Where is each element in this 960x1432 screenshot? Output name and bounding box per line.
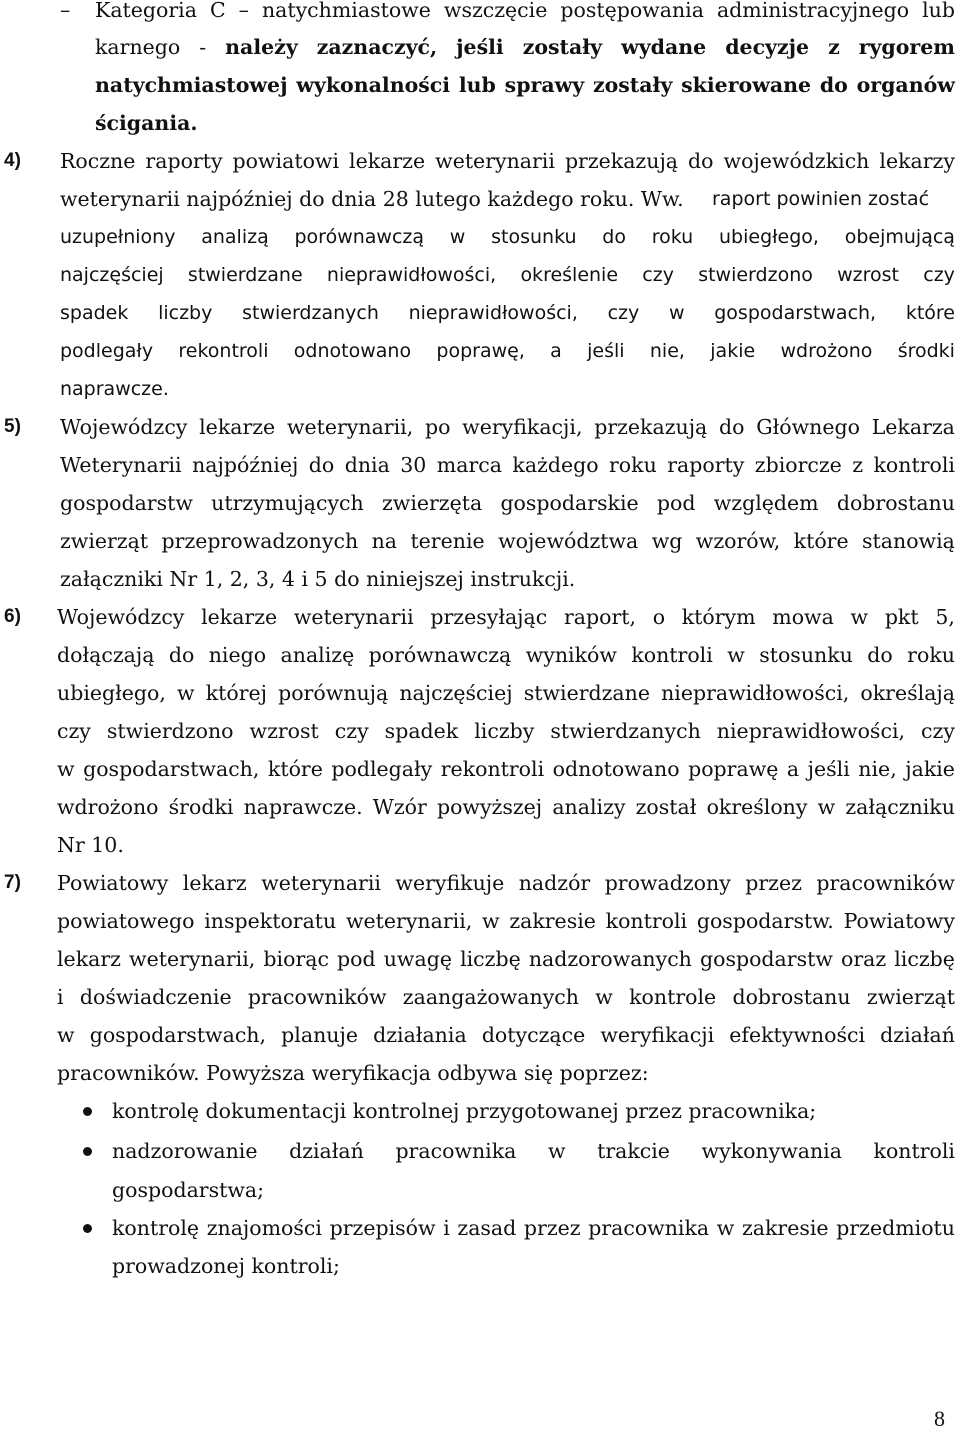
word: efektywności	[729, 1023, 866, 1047]
word: naprawcze.	[243, 795, 363, 819]
word: wojewódzkich	[723, 149, 870, 173]
word: stosunku	[491, 226, 577, 248]
word: stanowią	[862, 529, 955, 553]
word: względem	[713, 491, 819, 515]
word: do	[688, 149, 714, 173]
word: pod	[656, 491, 696, 515]
word: województwa	[498, 529, 639, 553]
word: terenie	[410, 529, 485, 553]
word: raporty	[145, 149, 223, 173]
word: obejmującą	[844, 226, 955, 248]
text-line: załączniki Nr 1, 2, 3, 4 i 5 do niniejszej instrukcji.	[60, 567, 576, 591]
word: stwierdzanych	[550, 719, 701, 743]
word: którym	[681, 605, 756, 629]
word: działania	[373, 1023, 467, 1047]
word: czy	[334, 719, 369, 743]
item-number: 5)	[4, 416, 21, 437]
text-line	[57, 643, 955, 667]
word: w	[177, 681, 195, 705]
word: stwierdzane	[523, 681, 650, 705]
word: kontrole	[629, 985, 717, 1009]
word: odnotowano	[293, 340, 412, 362]
word: jeśli	[807, 757, 850, 781]
word: lekarze	[201, 605, 278, 629]
word: planuje	[281, 1023, 358, 1047]
word: liczby	[474, 719, 535, 743]
text-line: Nr 10.	[57, 833, 124, 857]
text-line	[57, 681, 955, 705]
word: nie,	[858, 757, 897, 781]
word: oraz	[840, 947, 887, 971]
word: gospodarstw	[60, 491, 193, 515]
word: weterynarii	[261, 871, 381, 895]
word: do	[819, 73, 848, 97]
word: w	[716, 1216, 735, 1240]
word: spadek	[384, 719, 459, 743]
word: wszczęcie	[443, 0, 548, 22]
word: przez	[745, 871, 802, 895]
word: wzorów,	[695, 529, 781, 553]
word: gospodarstwach,	[714, 302, 877, 324]
text-line	[95, 35, 955, 59]
text-line	[57, 605, 955, 629]
word: najpóźniej	[192, 453, 299, 477]
word: został	[635, 795, 697, 819]
word: trakcie	[597, 1139, 670, 1163]
word: lekarz	[57, 947, 121, 971]
word: której	[205, 681, 267, 705]
word: weterynarii,	[345, 909, 473, 933]
word: jeśli	[587, 340, 625, 362]
word: lekarze	[199, 415, 276, 439]
word: weterynarii,	[286, 415, 414, 439]
text-line	[57, 795, 955, 819]
word: nadzór	[518, 871, 591, 895]
word: lekarze	[349, 149, 426, 173]
word: Kategoria	[95, 0, 197, 22]
dash-marker: –	[60, 0, 71, 22]
text-line	[57, 909, 955, 933]
word: które	[267, 757, 323, 781]
word: kontroli	[605, 909, 688, 933]
word: w	[817, 795, 836, 819]
item-number: 7)	[4, 872, 21, 893]
text-line	[57, 757, 955, 781]
text-line	[60, 263, 955, 287]
text-line	[95, 73, 955, 97]
word: rygorem	[858, 35, 955, 59]
word: Roczne	[60, 149, 136, 173]
word: mowa	[772, 605, 834, 629]
word: lekarz	[182, 871, 247, 895]
word: Głównego	[756, 415, 860, 439]
page-number: 8	[934, 1406, 945, 1431]
word: w	[449, 226, 466, 248]
word: decyzje	[725, 35, 810, 59]
word: wykonywania	[701, 1139, 842, 1163]
word: w	[850, 605, 869, 629]
word: rekontroli	[178, 340, 269, 362]
item-number: 4)	[4, 150, 21, 171]
word: gospodarstw	[699, 947, 833, 971]
word: liczbę	[460, 947, 521, 971]
word: ubiegłego,	[719, 226, 819, 248]
word: Wojewódzcy	[60, 415, 188, 439]
word: nadzorowanie	[112, 1139, 258, 1163]
word: każdego	[512, 453, 599, 477]
word: zasad	[457, 1216, 517, 1240]
word: nieprawidłowości,	[408, 302, 578, 324]
word: określają	[860, 681, 955, 705]
word: działań	[289, 1139, 364, 1163]
word: jeśli	[456, 35, 504, 59]
bullet-marker	[83, 1224, 92, 1233]
word: skierowane	[681, 73, 812, 97]
word: do	[308, 453, 335, 477]
word: do	[719, 415, 745, 439]
word: gospodarstwach,	[89, 1023, 267, 1047]
word: do	[168, 643, 195, 667]
text-line	[60, 453, 955, 477]
word: roku	[651, 226, 694, 248]
word: kontroli	[631, 643, 713, 667]
text-line: pracowników. Powyższa weryfikacja odbywa się poprzez:	[57, 1061, 649, 1085]
word: w	[668, 302, 685, 324]
word: po	[424, 415, 451, 439]
word: Weterynarii	[60, 453, 182, 477]
word: w	[595, 985, 613, 1009]
word: najczęściej	[60, 264, 164, 286]
word: weryfikuje	[395, 871, 505, 895]
bullet-marker	[83, 1107, 92, 1116]
word: weterynarii	[293, 605, 414, 629]
word: wzrost	[837, 264, 900, 286]
word: stosunku	[759, 643, 853, 667]
word: w	[57, 757, 75, 781]
word: zostały	[592, 73, 673, 97]
word: natychmiastowe	[261, 0, 431, 22]
word: do	[867, 643, 893, 667]
word: i	[443, 1216, 450, 1240]
word: odnotowano	[552, 757, 680, 781]
word: porównawczą	[294, 226, 425, 248]
word: marca	[436, 453, 502, 477]
word: o	[652, 605, 666, 629]
word: analizy	[552, 795, 626, 819]
word: z	[828, 35, 840, 59]
word: a	[550, 340, 562, 362]
word: Wojewódzcy	[57, 605, 185, 629]
word: zbiorcze	[754, 453, 842, 477]
word: raporty	[667, 453, 745, 477]
bullet-marker	[83, 1147, 92, 1156]
text-line	[95, 0, 955, 22]
text-line: prowadzonej kontroli;	[112, 1254, 340, 1278]
word: z	[852, 453, 864, 477]
word: przepisów	[329, 1216, 436, 1240]
word: zakresie	[509, 909, 596, 933]
word: lub	[458, 73, 496, 97]
word: sprawy	[504, 73, 585, 97]
word: poprawę,	[436, 340, 525, 362]
word: czy	[642, 264, 674, 286]
word: -	[199, 35, 207, 59]
word: czy	[921, 719, 955, 743]
word: raport,	[563, 605, 636, 629]
word: wdrożono	[57, 795, 159, 819]
text-line: gospodarstwa;	[112, 1178, 265, 1202]
word: rekontroli	[440, 757, 545, 781]
word: stwierdzono	[106, 719, 234, 743]
word: –	[238, 0, 249, 22]
word: porównują	[278, 681, 389, 705]
word: działań	[880, 1023, 955, 1047]
word: uzupełniony	[60, 226, 176, 248]
list-item	[112, 1216, 955, 1240]
word: i	[57, 985, 64, 1009]
word: określenie	[520, 264, 619, 286]
word: a	[786, 757, 800, 781]
word: gospodarstw.	[696, 909, 834, 933]
word: porównawczą	[368, 643, 512, 667]
word: podlegały	[331, 757, 433, 781]
word: inspektoratu	[204, 909, 337, 933]
word: na	[371, 529, 398, 553]
word: dobrostanu	[732, 985, 851, 1009]
word: pracownika	[588, 1216, 710, 1240]
text-line: raport powinien zostać	[712, 188, 930, 210]
word: roku	[907, 643, 955, 667]
word: określony	[706, 795, 808, 819]
word: zwierzęta	[381, 491, 483, 515]
word: dołączają	[57, 643, 155, 667]
word: czy	[57, 719, 91, 743]
word: pracowników	[247, 985, 387, 1009]
word: niego	[208, 643, 267, 667]
word: czy	[607, 302, 640, 324]
text-line	[57, 1023, 955, 1047]
word: zakresie	[741, 1216, 829, 1240]
word: analizą	[201, 226, 269, 248]
word: w	[547, 1139, 566, 1163]
text-line	[60, 491, 955, 515]
word: lekarzy	[879, 149, 955, 173]
word: załączniku	[845, 795, 955, 819]
word: stwierdzane	[187, 264, 303, 286]
word: pod	[337, 947, 376, 971]
word: weryfikacji	[600, 1023, 715, 1047]
word: wdrożono	[780, 340, 873, 362]
word: jakie	[905, 757, 955, 781]
text-line: weterynarii najpóźniej do dnia 28 lutego każdego roku. Ww.	[60, 187, 684, 211]
word: kontrolę	[112, 1216, 200, 1240]
word: które	[793, 529, 849, 553]
word: liczbę	[894, 947, 955, 971]
word: kontroli	[873, 1139, 955, 1163]
word: które	[905, 302, 955, 324]
word: dnia	[344, 453, 390, 477]
word: natychmiastowej	[95, 73, 288, 97]
word: 30	[400, 453, 427, 477]
word: biorąc	[263, 947, 329, 971]
word: nadzorowanych	[528, 947, 692, 971]
word: zwierząt	[60, 529, 149, 553]
word: przeprowadzonych	[161, 529, 359, 553]
word: przesyłając	[430, 605, 548, 629]
word: należy	[225, 35, 298, 59]
word: w	[727, 643, 745, 667]
word: weterynarii,	[129, 947, 256, 971]
word: stwierdzono	[698, 264, 813, 286]
text-line: ścigania.	[95, 111, 198, 135]
word: przez	[523, 1216, 581, 1240]
word: stwierdzanych	[242, 302, 379, 324]
word: przekazują	[594, 415, 708, 439]
word: nieprawidłowości,	[661, 681, 850, 705]
word: roku	[609, 453, 657, 477]
text-line	[57, 719, 955, 743]
text-line: naprawcze.	[60, 378, 169, 400]
word: Powiatowy	[843, 909, 955, 933]
word: nie,	[649, 340, 685, 362]
word: C	[209, 0, 226, 22]
word: pracowników	[816, 871, 955, 895]
word: do	[602, 226, 626, 248]
word: gospodarstwach,	[83, 757, 260, 781]
word: powiatowi	[232, 149, 340, 173]
text-line	[60, 225, 955, 249]
word: analizę	[280, 643, 355, 667]
word: doświadczenie	[79, 985, 232, 1009]
word: przekazują	[564, 149, 679, 173]
word: administracyjnego	[716, 0, 910, 22]
word: nieprawidłowości,	[326, 264, 497, 286]
word: prowadzony	[604, 871, 731, 895]
word: przedmiotu	[836, 1216, 955, 1240]
text-line	[60, 301, 955, 325]
word: ubiegłego,	[57, 681, 166, 705]
word: znajomości	[206, 1216, 322, 1240]
word: spadek	[60, 302, 129, 324]
word: Powiatowy	[57, 871, 169, 895]
word: karnego	[95, 35, 181, 59]
word: w	[57, 1023, 75, 1047]
word: dobrostanu	[836, 491, 955, 515]
word: zaznaczyć,	[316, 35, 438, 59]
word: wyników	[525, 643, 617, 667]
word: 5,	[935, 605, 955, 629]
word: czy	[923, 264, 955, 286]
word: powiatowego	[57, 909, 195, 933]
word: wg	[651, 529, 683, 553]
word: w	[482, 909, 500, 933]
word: kontroli	[873, 453, 955, 477]
word: utrzymujących	[211, 491, 364, 515]
word: organów	[856, 73, 955, 97]
word: wykonalności	[296, 73, 451, 97]
list-item: kontrolę dokumentacji kontrolnej przygotowanej przez pracownika;	[112, 1099, 817, 1123]
word: zaangażowanych	[402, 985, 579, 1009]
word: powyższej	[436, 795, 543, 819]
word: pkt	[884, 605, 919, 629]
word: wydane	[621, 35, 707, 59]
word: pracownika	[395, 1139, 517, 1163]
word: nieprawidłowości,	[716, 719, 906, 743]
list-item	[112, 1139, 955, 1163]
word: wzrost	[249, 719, 319, 743]
word: środki	[168, 795, 234, 819]
text-line	[60, 529, 955, 553]
word: zwierząt	[866, 985, 955, 1009]
word: uwagę	[383, 947, 452, 971]
word: gospodarskie	[500, 491, 639, 515]
word: lub	[922, 0, 955, 22]
word: najczęściej	[399, 681, 513, 705]
word: dotyczące	[481, 1023, 586, 1047]
text-line	[57, 947, 955, 971]
text-line	[60, 415, 955, 439]
word: poprawę	[688, 757, 779, 781]
word: jakie	[710, 340, 756, 362]
text-line	[60, 149, 955, 173]
word: Lekarza	[871, 415, 955, 439]
word: weryfikacji,	[462, 415, 583, 439]
text-line	[57, 985, 955, 1009]
word: Wzór	[372, 795, 427, 819]
text-line	[57, 871, 955, 895]
item-number: 6)	[4, 606, 21, 627]
word: podlegały	[60, 340, 154, 362]
word: zostały	[522, 35, 603, 59]
text-line	[60, 339, 955, 363]
word: liczby	[158, 302, 213, 324]
word: środki	[897, 340, 955, 362]
word: weterynarii	[435, 149, 555, 173]
word: postępowania	[560, 0, 704, 22]
